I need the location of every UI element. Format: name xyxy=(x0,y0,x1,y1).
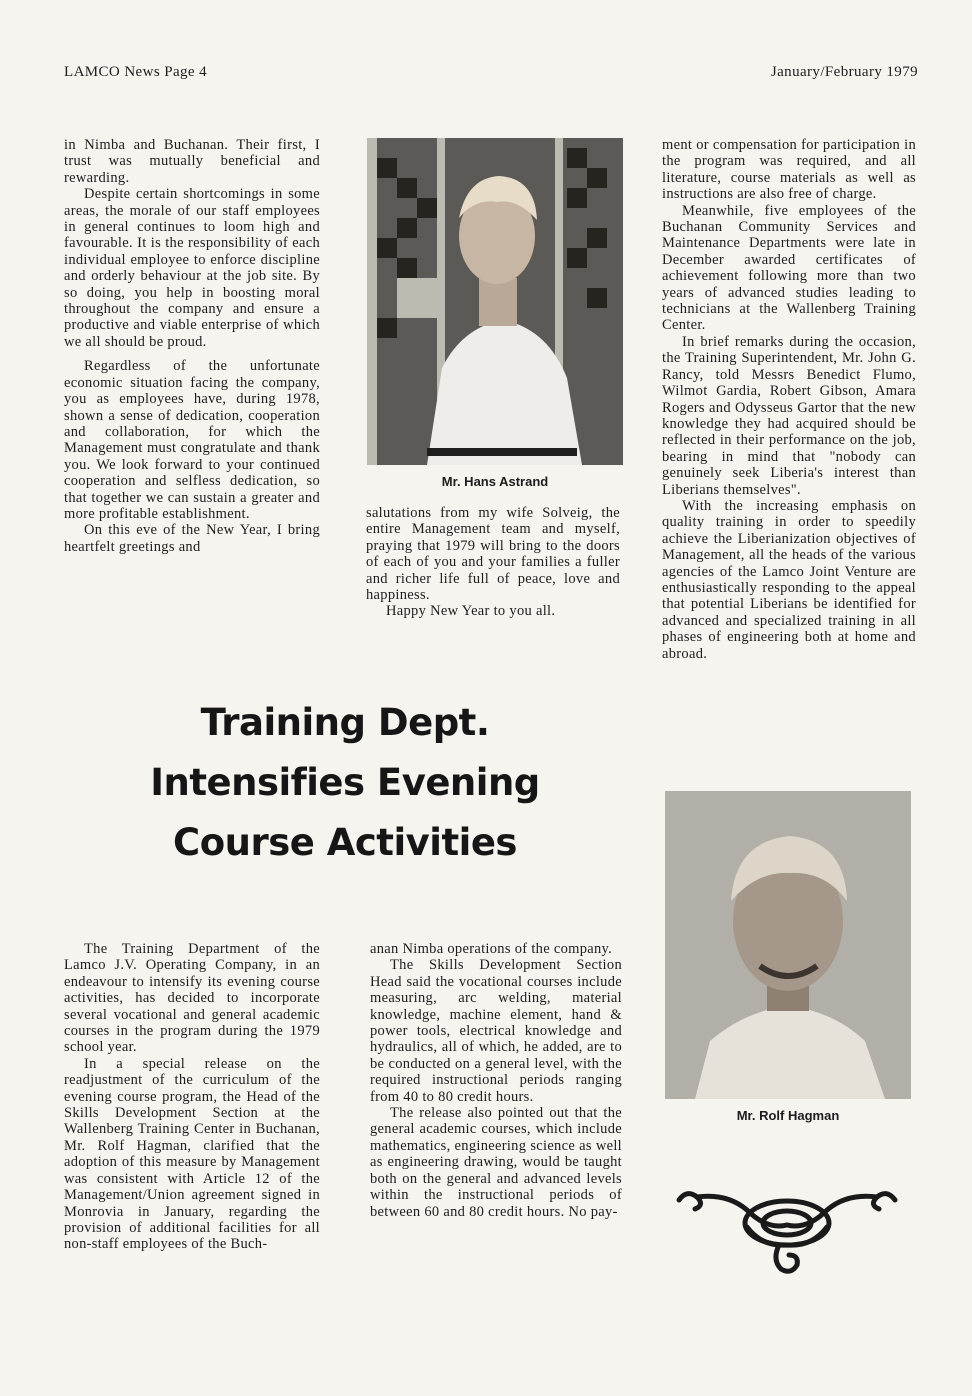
paragraph: The release also pointed out that the general academic courses, which include mathematics, engineering science as well as engineering drawing, would be taught both on the general and advanced levels within the instructional periods of between 60 and 80 credit hours. No pay- xyxy=(370,1105,622,1220)
paragraph: salutations from my wife Solveig, the entire Management team and myself, praying that 1979 will bring to the doors of each of you and your families a fuller and richer life full of peace, love and happiness. xyxy=(366,505,620,604)
article-headline xyxy=(140,693,550,873)
page-header-left: LAMCO News Page 4 xyxy=(64,64,208,80)
portrait-image xyxy=(665,791,911,1099)
article-column-a xyxy=(64,941,320,1253)
portrait-photo-rolf-hagman xyxy=(665,791,911,1099)
paragraph: Regardless of the unfortunate economic situation facing the company, you as employees have, during 1978, shown a sense of dedication, cooperation and collaboration, for which the Management must congratulate and thank you. We look forward to your continued cooperation and selfless dedication, so that together we can sustain a greater and more profitable establishment. xyxy=(64,358,320,522)
headline-line: Course Activities xyxy=(173,821,517,864)
paragraph: Meanwhile, five employees of the Buchanan Community Services and Maintenance Departments were late in December awarded certificates of achievement following more than two years of advanced studies leading to technicians at the Wallenberg Training Center. xyxy=(662,202,916,334)
paragraph: On this eve of the New Year, I bring heartfelt greetings and xyxy=(64,522,320,555)
headline-line: Training Dept. xyxy=(200,701,490,744)
portrait-image xyxy=(367,138,623,465)
paragraph: With the increasing emphasis on quality training in order to speedily achieve the Liberianization objectives of Management, all the heads of the various agencies of the Lamco Joint Venture are enthusiastically responding to the appeal that potential Liberians be identified for advanced and specialized training in all phases of engineering both at home and abroad. xyxy=(662,497,916,662)
paragraph: In brief remarks during the occasion, the Training Superintendent, Mr. John G. Rancy, told Messrs Benedict Flumo, Wilmot Gardia, Robert Gibson, Amara Rogers and Odysseus Gartor that the new knowledge they had acquired should be reflected in their performance on the job, bearing in mind that "nobody can genuinely seek Liberia's interest than Liberians themselves". xyxy=(662,333,916,498)
paragraph: The Skills Development Section Head said the vocational courses include measuring, arc welding, material knowledge, machine element, hand & power tools, electrical knowledge and hydraulics, all of which, he added, are to be conducted on a general level, with the required instructional periods ranging from 40 to 80 credit hours. xyxy=(370,957,622,1105)
column-a xyxy=(64,137,320,555)
paragraph: In a special release on the readjustment of the curriculum of the evening course program, the Head of the Skills Development Section at the Wallenberg Training Center in Buchanan, Mr. Rolf Hagman, clarified that the adoption of this measure by Management was consistent with Article 12 of the Management/Union agreement signed in Monrovia in January, regarding the provision of additional facilities for all non-staff employees of the Buch- xyxy=(64,1055,320,1253)
paragraph: Despite certain shortcomings in some areas, the morale of our staff employees in general continues to loom high and favourable. It is the responsibility of each individual employee to enforce discipline and orderly behaviour at the job site. By so doing, you help in boosting moral throughout the company and ensure a productive and viable enterprise of which we all should be proud. xyxy=(64,186,320,350)
page-header-right: January/February 1979 xyxy=(770,64,918,80)
column-b xyxy=(366,505,620,620)
column-c xyxy=(662,137,916,662)
paragraph: in Nimba and Buchanan. Their first, I trust was mutually beneficial and rewarding. xyxy=(64,137,320,186)
headline-line: Intensifies Evening xyxy=(150,761,540,804)
paragraph: anan Nimba operations of the company. xyxy=(370,941,613,957)
decorative-scroll-ornament xyxy=(667,1185,907,1280)
paragraph: ment or compensation for participation in the program was required, and all literature, course materials as well as instructions are also free of charge. xyxy=(662,137,916,203)
paragraph: Happy New Year to you all. xyxy=(386,603,556,620)
photo-caption: Mr. Rolf Hagman xyxy=(736,1108,840,1123)
paragraph: The Training Department of the Lamco J.V. Operating Company, in an endeavour to intensify its evening course activities, has decided to incorporate several vocational and general academic courses in the program during the 1979 school year. xyxy=(64,941,320,1056)
portrait-photo-hans-astrand xyxy=(367,138,623,465)
photo-caption: Mr. Hans Astrand xyxy=(441,474,549,489)
article-column-b xyxy=(370,941,622,1220)
